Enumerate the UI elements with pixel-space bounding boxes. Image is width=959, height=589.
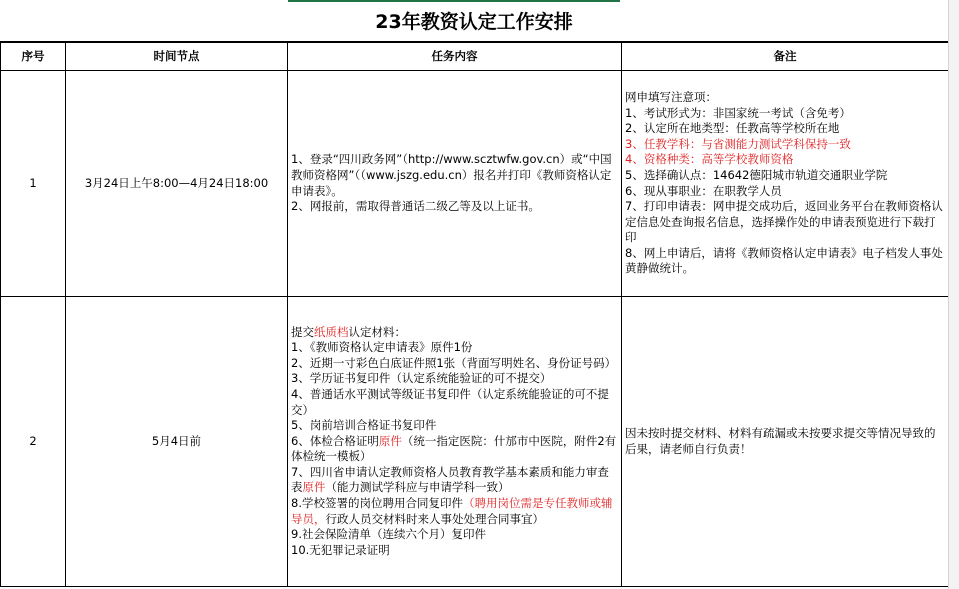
cell-task[interactable] bbox=[288, 297, 622, 587]
header-seq[interactable]: 序号 bbox=[1, 43, 66, 71]
note-line: 5、选择确认点：14642德阳城市轨道交通职业学院 bbox=[625, 167, 888, 182]
note-line: 7、打印申请表：网申提交成功后，返回业务平台在教师资格认定信息处查询报名信息，选择操作处的申请表预览进行下载打印 bbox=[625, 199, 943, 245]
note-title: 网申填写注意项： bbox=[625, 89, 717, 104]
header-row bbox=[1, 43, 949, 71]
cell-seq[interactable]: 1 bbox=[1, 71, 66, 297]
task-item: 7、四川省申请认定教师资格人员教育教学基本素质和能力审查表原件（能力测试学科应与申请学科一致） bbox=[291, 464, 609, 495]
table-row bbox=[1, 71, 949, 297]
note-line: 2、认定所在地类型：任教高等学校所在地 bbox=[625, 121, 840, 136]
column-selection-indicator bbox=[288, 0, 620, 2]
note-line-highlight: 3、任教学科：与省测能力测试学科保持一致 bbox=[625, 136, 851, 151]
task-item: 4、普通话水平测试等级证书复印件（认定系统能验证的可不提交） bbox=[291, 386, 609, 417]
task-item: 6、体检合格证明原件（统一指定医院：什邡市中医院，附件2有体检统一模板） bbox=[291, 433, 617, 464]
task-line: 1、登录“四川政务网”（http://www.scztwfw.gov.cn）或“中国教师资格网”（（www.jszg.edu.cn）报名并打印《教师资格认定申请表》。 bbox=[291, 152, 612, 198]
schedule-table bbox=[0, 42, 949, 587]
task-item: 8.学校签署的岗位聘用合同复印件（聘用岗位需是专任教师或辅导员，行政人员交材料时来人事处处理合同事宜） bbox=[291, 496, 613, 526]
cell-note[interactable] bbox=[622, 71, 949, 297]
header-task[interactable]: 任务内容 bbox=[288, 43, 622, 71]
task-item: 2、近期一寸彩色白底证件照1张（背面写明姓名、身份证号码） bbox=[291, 355, 617, 370]
note-line: 6、现从事职业：在职教学人员 bbox=[625, 183, 782, 198]
task-item: 10.无犯罪记录证明 bbox=[291, 542, 390, 557]
sheet-right-edge bbox=[948, 0, 959, 589]
task-item: 5、岗前培训合格证书复印件 bbox=[291, 418, 437, 433]
header-time[interactable]: 时间节点 bbox=[66, 43, 288, 71]
task-item: 3、学历证书复印件（认定系统能验证的可不提交） bbox=[291, 371, 552, 386]
note-line: 1、考试形式为：非国家统一考试（含免考） bbox=[625, 105, 851, 120]
table-row bbox=[1, 297, 949, 587]
cell-note[interactable]: 因未按时提交材料、材料有疏漏或未按要求提交等情况导致的后果，请老师自行负责！ bbox=[622, 297, 949, 587]
note-line: 8、网上申请后，请将《教师资格认定申请表》电子档发人事处黄静做统计。 bbox=[625, 245, 943, 276]
page-title[interactable]: 23年教资认定工作安排 bbox=[0, 3, 948, 42]
task-item: 1、《教师资格认定申请表》原件1份 bbox=[291, 340, 473, 355]
header-note[interactable]: 备注 bbox=[622, 43, 949, 71]
cell-seq[interactable]: 2 bbox=[1, 297, 66, 587]
cell-time[interactable]: 3月24日上午8:00—4月24日18:00 bbox=[66, 71, 288, 297]
cell-task[interactable] bbox=[288, 71, 622, 297]
note-line-highlight: 4、资格种类：高等学校教师资格 bbox=[625, 152, 794, 167]
cell-time[interactable]: 5月4日前 bbox=[66, 297, 288, 587]
task-intro: 提交纸质档认定材料： bbox=[291, 324, 406, 339]
task-item: 9.社会保险清单（连续六个月）复印件 bbox=[291, 527, 486, 542]
task-line: 2、网报前，需取得普通话二级乙等及以上证书。 bbox=[291, 199, 540, 214]
